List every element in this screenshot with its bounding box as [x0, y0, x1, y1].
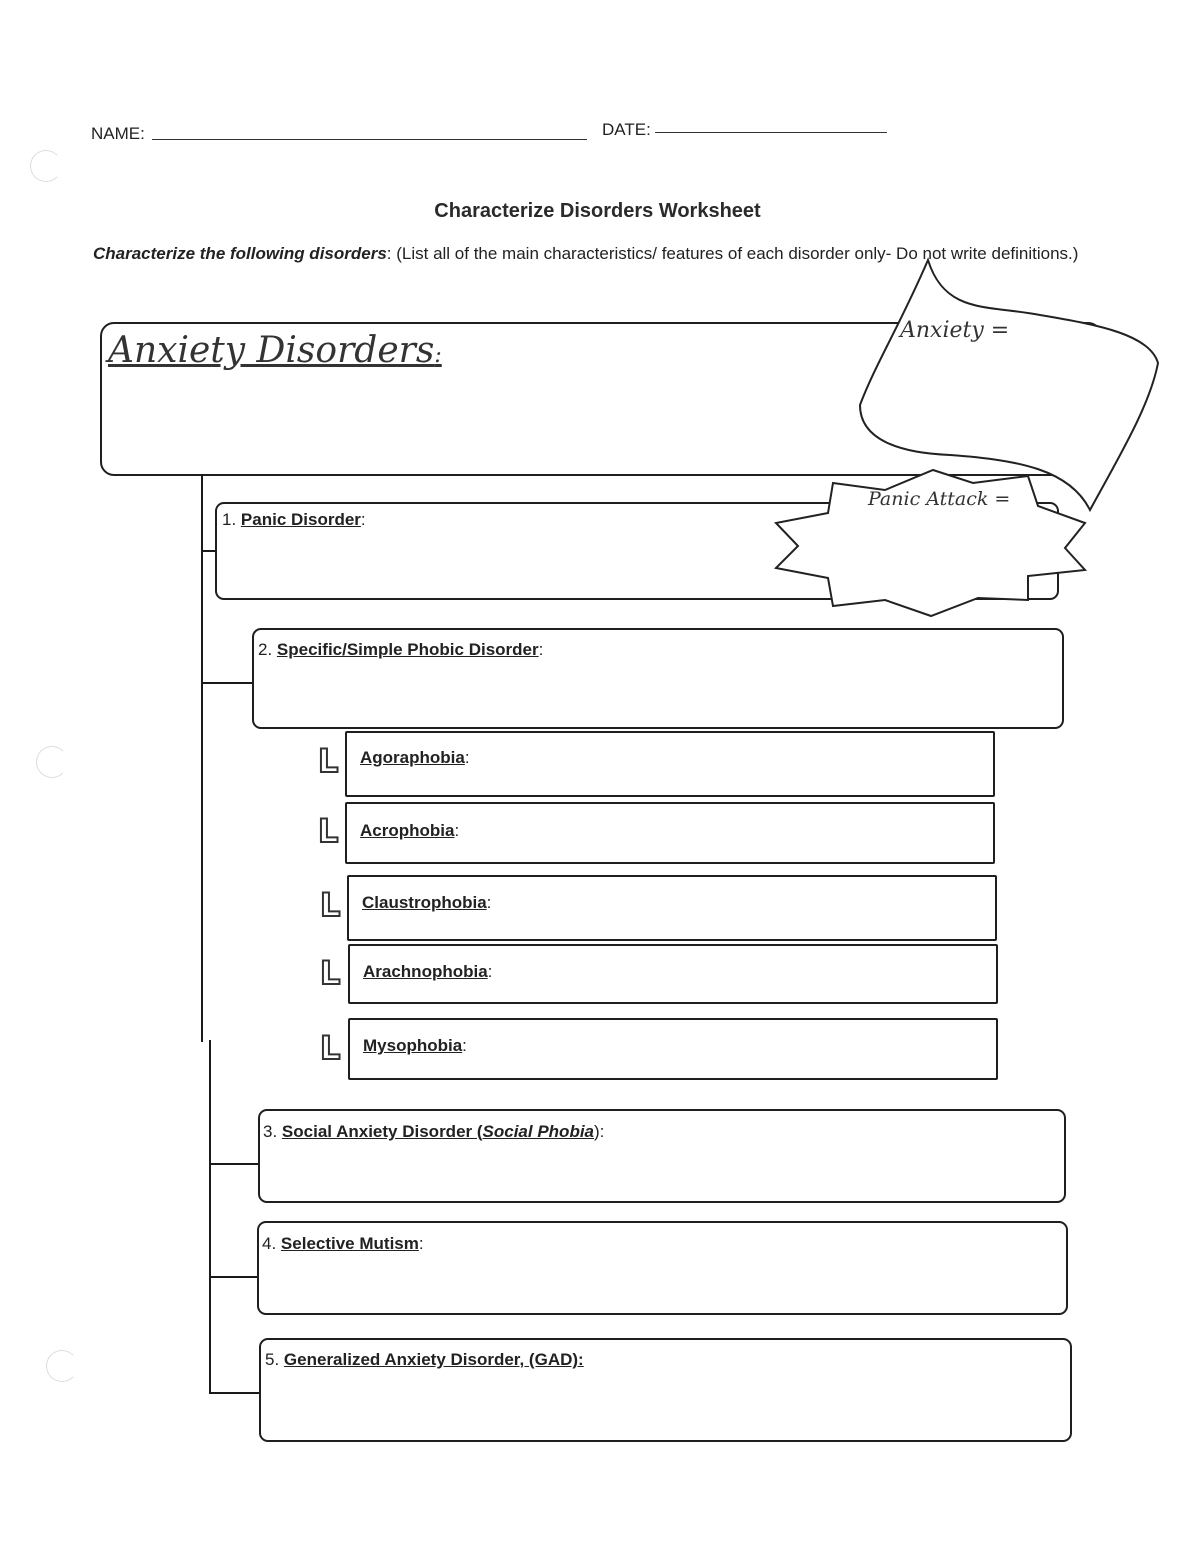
item-suffix: : [418, 1234, 424, 1253]
item-name: Social Anxiety Disorder ( [281, 1122, 483, 1141]
item-name: Specific/Simple Phobic Disorder [276, 640, 539, 659]
phobia-name: Agoraphobia [360, 748, 465, 767]
specific-phobic-disorder-label [258, 640, 543, 660]
claustrophobia-label [362, 893, 491, 913]
tree-branch-3 [209, 1163, 259, 1165]
phobia-name: Mysophobia [363, 1036, 463, 1055]
item-name: Selective Mutism [280, 1234, 419, 1253]
phobia-suffix: : [462, 1036, 467, 1055]
panic-disorder-label [222, 510, 366, 530]
phobia-suffix: : [464, 748, 470, 767]
tree-branch-1 [201, 550, 216, 552]
tree-trunk-lower [209, 1040, 211, 1394]
sub-item-l-icon: L [320, 1029, 341, 1067]
item-number: 4. [262, 1234, 277, 1253]
arachnophobia-label [363, 962, 492, 982]
phobia-suffix: : [487, 962, 493, 981]
panic-attack-label: Panic Attack = [868, 488, 1011, 510]
phobia-name: Acrophobia [360, 821, 455, 840]
item-number: 2. [258, 640, 273, 659]
sub-item-l-icon: L [318, 742, 339, 780]
tree-trunk-upper [201, 474, 203, 684]
item-name: Panic Disorder [240, 510, 361, 529]
selective-mutism-label [262, 1234, 424, 1254]
date-label: DATE: [602, 120, 651, 139]
item-suffix: : [360, 510, 366, 529]
item-name-italic: Social Phobia [482, 1122, 595, 1141]
anxiety-disorders-heading [108, 330, 442, 371]
phobia-suffix: : [454, 821, 460, 840]
item-number: 3. [263, 1122, 278, 1141]
punch-hole-mark [46, 1350, 78, 1382]
instructions-text: : (List all of the main characteristics/ features of each disorder only- Do not write definitions.) [386, 244, 1079, 263]
sub-item-l-icon: L [320, 886, 341, 924]
generalized-anxiety-disorder-label [265, 1350, 584, 1370]
phobia-name: Arachnophobia [363, 962, 488, 981]
phobia-name: Claustrophobia [362, 893, 487, 912]
phobia-suffix: : [486, 893, 492, 912]
item-number: 1. [222, 510, 237, 529]
name-label: NAME: [91, 124, 145, 143]
tree-branch-4 [209, 1276, 259, 1278]
item-suffix: ): [594, 1122, 605, 1141]
acrophobia-label [360, 821, 459, 841]
instructions-lead: Characterize the following disorders [93, 244, 387, 263]
name-field[interactable] [152, 139, 587, 140]
social-anxiety-disorder-label [263, 1122, 604, 1142]
sub-item-l-icon: L [320, 954, 341, 992]
mysophobia-label [363, 1036, 467, 1056]
anxiety-callout-label: Anxiety = [900, 318, 1010, 343]
sub-item-l-icon: L [318, 812, 339, 850]
tree-branch-5 [209, 1392, 261, 1394]
punch-hole-mark [36, 746, 68, 778]
item-suffix: : [538, 640, 544, 659]
heading-text: Anxiety Disorders [108, 330, 435, 371]
item-number: 5. [265, 1350, 280, 1369]
agoraphobia-label [360, 748, 470, 768]
page-title: Characterize Disorders Worksheet [434, 200, 761, 222]
item-name: Generalized Anxiety Disorder, (GAD): [283, 1350, 584, 1369]
tree-joint [201, 682, 203, 1042]
tree-branch-2 [201, 682, 253, 684]
heading-suffix: : [434, 343, 442, 368]
date-field[interactable] [655, 132, 887, 133]
punch-hole-mark [30, 150, 62, 182]
